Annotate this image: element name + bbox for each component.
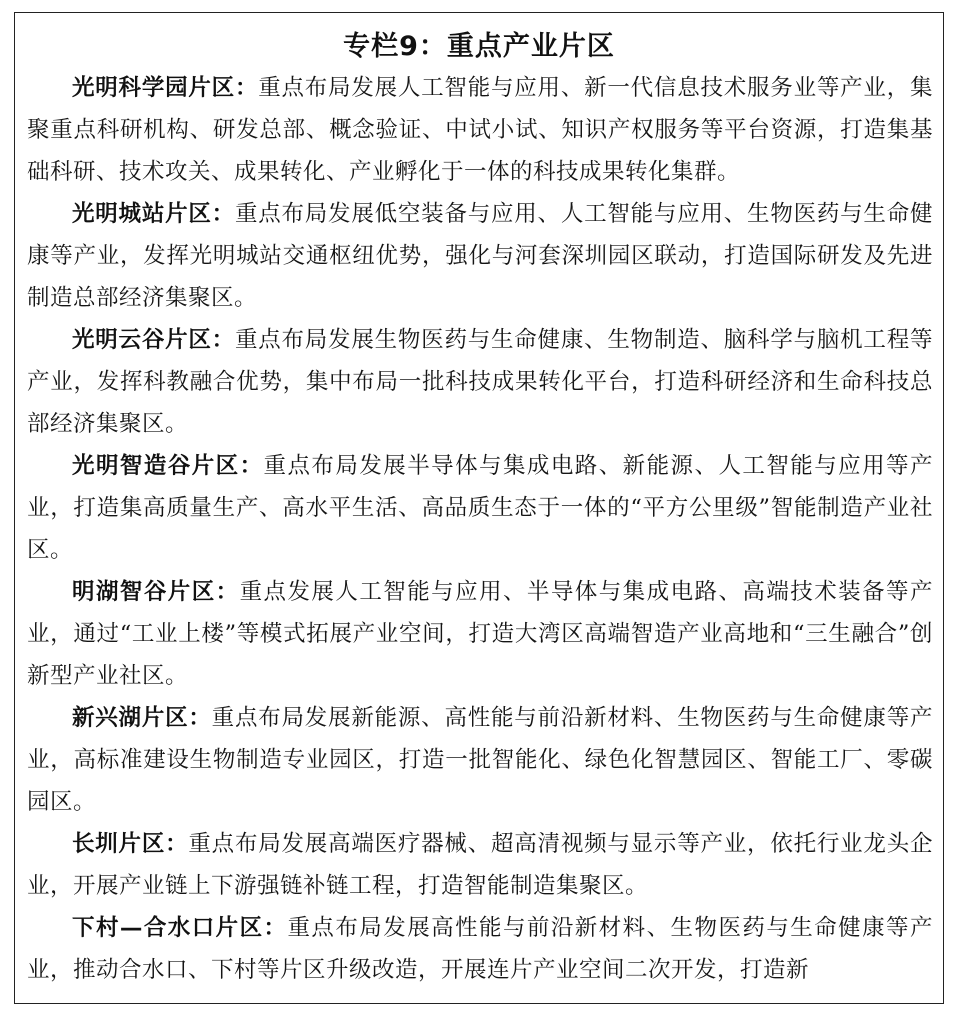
zone-description: 重点布局发展生物医药与生命健康、生物制造、脑科学与脑机工程等产业，发挥科教融合优势，集中布局一批科技成果转化平台，打造科研经济和生命科技总部经济集聚区。 (27, 327, 933, 437)
zone-description: 重点布局发展高性能与前沿新材料、生物医药与生命健康等产业，推动合水口、下村等片区升级改造，开展连片产业空间二次开发，打造新 (27, 915, 933, 983)
zone-name: 下村—合水口片区： (72, 915, 288, 941)
zone-paragraph-guangming-city-station (27, 193, 933, 319)
zone-description: 重点布局发展低空装备与应用、人工智能与应用、生物医药与生命健康等产业，发挥光明城站交通枢纽优势，强化与河套深圳园区联动，打造国际研发及先进制造总部经济集聚区。 (27, 201, 933, 311)
box-title: 专栏9：重点产业片区 (343, 31, 615, 62)
zone-description: 重点布局发展高端医疗器械、超高清视频与显示等产业，依托行业龙头企业，开展产业链上下游强链补链工程，打造智能制造集聚区。 (27, 831, 933, 899)
zone-paragraph-xiacun-heshuikou (27, 907, 933, 991)
zone-paragraph-changzhen (27, 823, 933, 907)
zone-name: 光明城站片区： (72, 201, 235, 227)
zone-description: 重点布局发展新能源、高性能与前沿新材料、生物医药与生命健康等产业，高标准建设生物制造专业园区，打造一批智能化、绿色化智慧园区、智能工厂、零碳园区。 (27, 705, 933, 815)
zone-description: 重点布局发展半导体与集成电路、新能源、人工智能与应用等产业，打造集高质量生产、高水平生活、高品质生态于一体的“平方公里级”智能制造产业社区。 (27, 453, 933, 563)
box-content (15, 67, 943, 991)
zone-paragraph-guangming-smart-manufacturing (27, 445, 933, 571)
zone-description: 重点发展人工智能与应用、半导体与集成电路、高端技术装备等产业，通过“工业上楼”等模式拓展产业空间，打造大湾区高端智造产业高地和“三生融合”创新型产业社区。 (27, 579, 933, 689)
zone-name: 光明智造谷片区： (72, 453, 264, 479)
zone-name: 光明云谷片区： (72, 327, 235, 353)
zone-paragraph-minghu-smart-valley (27, 571, 933, 697)
zone-paragraph-guangming-cloud-valley (27, 319, 933, 445)
feature-box (14, 12, 944, 1004)
zone-name: 长圳片区： (72, 831, 189, 857)
zone-name: 明湖智谷片区： (72, 579, 240, 605)
zone-paragraph-guangming-science-park (27, 67, 933, 193)
zone-paragraph-xinxing-lake (27, 697, 933, 823)
zone-description: 重点布局发展人工智能与应用、新一代信息技术服务业等产业，集聚重点科研机构、研发总部、概念验证、中试小试、知识产权服务等平台资源，打造集基础科研、技术攻关、成果转化、产业孵化于一体的科技成果转化集群。 (27, 75, 933, 185)
zone-name: 光明科学园片区： (72, 75, 259, 101)
zone-name: 新兴湖片区： (72, 705, 212, 731)
